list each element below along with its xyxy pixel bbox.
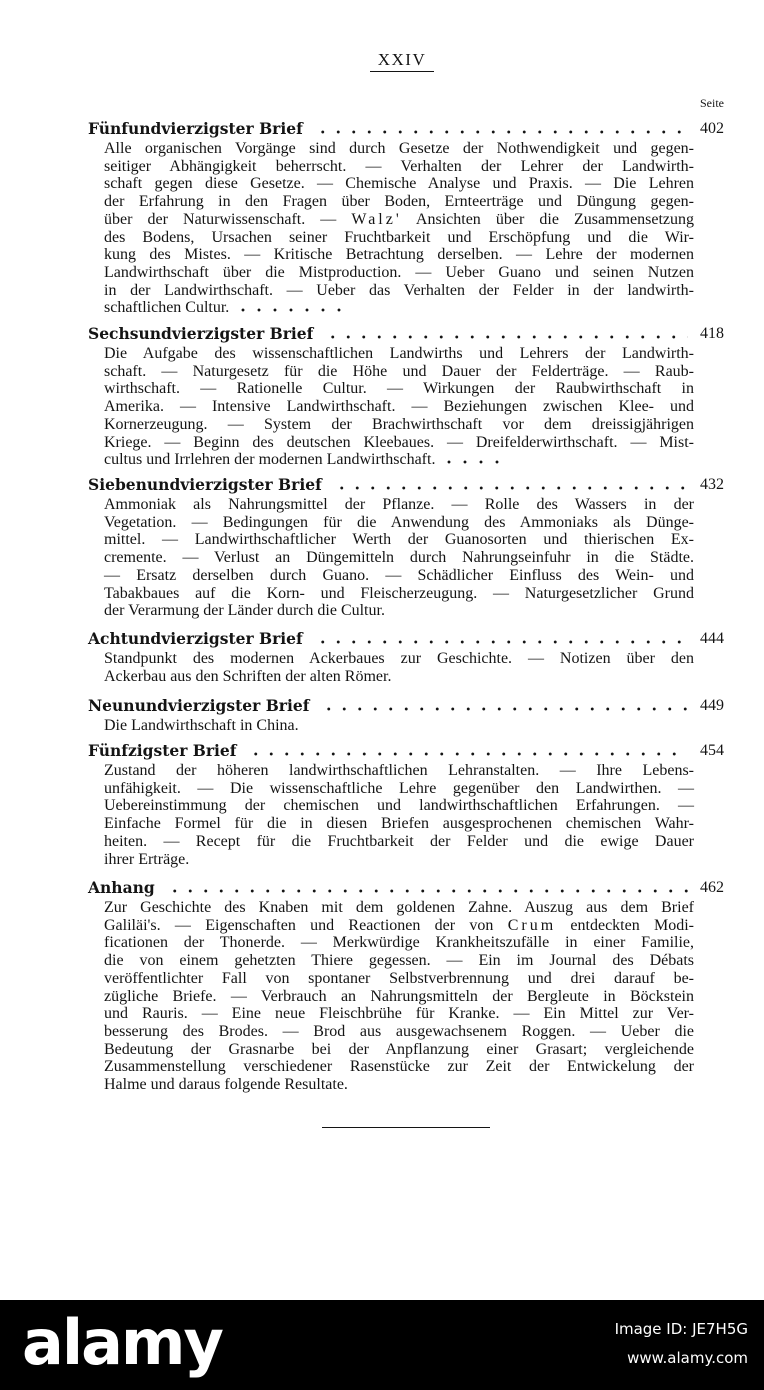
summary-line: Landwirthschaft über die Mistproduction. — Ueber Guano und seinen Nutzen: [104, 263, 694, 281]
entry-summary: [104, 345, 694, 469]
summary-line: der Verarmung der Länder durch die Cultur.: [104, 602, 385, 620]
summary-line: seitiger Abhängigkeit beherrscht. — Verhalten der Lehrer der Landwirth-: [104, 157, 694, 175]
summary-line: Standpunkt des modernen Ackerbaues zur Geschichte. — Notizen über den: [104, 650, 694, 667]
entry-heading-row: [88, 740, 724, 762]
summary-line: cremente. — Verlust an Düngemitteln durch Nahrungseinfuhr in die Städte.: [104, 549, 694, 567]
summary-line: Die Landwirthschaft in China.: [104, 717, 299, 734]
toc-entry: [88, 740, 724, 868]
toc-entry: [88, 474, 724, 620]
toc-entry: [88, 877, 724, 1094]
dot-leader: [315, 130, 688, 134]
summary-text: über der Naturwissenschaft. —: [104, 210, 352, 228]
summary-line: unfähigkeit. — Die wissenschaftliche Lehre gegenüber den Landwirthen. —: [104, 779, 694, 797]
end-rule: [322, 1127, 490, 1128]
watermark-band: [0, 1300, 764, 1390]
summary-line: ficationen der Thonerde. — Merkwürdige Krankheitszufälle in einer Familie,: [104, 934, 694, 952]
toc-entry: [88, 628, 724, 685]
summary-line: ihrer Erträge.: [104, 850, 190, 868]
summary-line: Kriege. — Beginn des deutschen Kleebaues. — Dreifelderwirthschaft. — Mist-: [104, 433, 694, 451]
entry-page-number: 462: [700, 879, 724, 896]
entry-heading-row: [88, 628, 724, 650]
summary-line: mittel. — Landwirthschaftlicher Werth der Guanosorten und thierischen Ex-: [104, 531, 694, 549]
summary-line: — Ersatz derselben durch Guano. — Schädlicher Einfluss des Wein- und: [104, 566, 694, 584]
entry-title: Fünfzigster Brief: [88, 741, 237, 760]
summary-text: Galiläi's. — Eigenschaften und Reactionen der von: [104, 916, 508, 934]
summary-line: zügliche Briefe. — Verbrauch an Nahrungsmitteln der Bergleute in Böckstein: [104, 987, 694, 1005]
summary-line: Bedeutung der Grasnarbe bei der Anpflanzung einer Grasart; vergleichende: [104, 1040, 694, 1058]
summary-text: entdeckten Modi-: [556, 916, 695, 934]
summary-line: des Bodens, Ursachen seiner Fruchtbarkeit und Erschöpfung und die Wir-: [104, 228, 694, 246]
summary-line: Zustand der höheren landwirthschaftlichen Lehranstalten. — Ihre Lebens-: [104, 762, 694, 779]
dot-leader: [248, 752, 688, 756]
entry-title: Fünfundvierzigster Brief: [88, 119, 303, 138]
summary-line: und Rauris. — Eine neue Fleischbrühe für Kranke. — Ein Mittel zur Ver-: [104, 1005, 694, 1023]
entry-heading-row: [88, 323, 724, 345]
summary-line: [104, 299, 694, 317]
spaced-author-name: Crum: [507, 916, 557, 934]
dot-leader: [167, 889, 688, 893]
entry-page-number: 444: [700, 630, 724, 647]
entry-page-number: 402: [700, 120, 724, 137]
summary-line: wirthschaft. — Rationelle Cultur. — Wirkungen der Raubwirthschaft in: [104, 380, 694, 398]
summary-line: Tabakbaues auf die Korn- und Fleischerzeugung. — Naturgesetzlicher Grund: [104, 584, 694, 602]
summary-line: [104, 211, 694, 229]
summary-line: Uebereinstimmung der chemischen und landwirthschaftlichen Erfahrungen. —: [104, 797, 694, 815]
entry-summary: [104, 899, 694, 1094]
entry-title: Anhang: [88, 878, 155, 897]
stock-logo: alamy: [22, 1306, 222, 1379]
summary-text: cultus und Irrlehren der modernen Landwirthschaft.: [104, 451, 436, 469]
image-id-label: Image ID: JE7H5G: [614, 1320, 748, 1338]
entry-summary: [104, 762, 694, 868]
entry-summary: [104, 717, 694, 735]
summary-line: schaft gegen diese Gesetze. — Chemische Analyse und Praxis. — Die Lehren: [104, 175, 694, 193]
summary-line: Alle organischen Vorgänge sind durch Gesetze der Nothwendigkeit und gegen-: [104, 140, 694, 157]
dot-leader: [235, 308, 353, 312]
summary-line: Einfache Formel für die in diesen Briefen ausgesprochenen chemischen Wahr-: [104, 815, 694, 833]
summary-line: Halme und daraus folgende Resultate.: [104, 1076, 348, 1094]
summary-line: Zusammenstellung verschiedener Rasenstücke zur Zeit der Entwickelung der: [104, 1058, 694, 1076]
summary-line: Amerika. — Intensive Landwirthschaft. — Beziehungen zwischen Klee- und: [104, 398, 694, 416]
toc-entry: [88, 695, 724, 735]
entry-heading-row: [88, 877, 724, 899]
entry-page-number: 454: [700, 742, 724, 759]
summary-line: Vegetation. — Bedingungen für die Anwendung des Ammoniaks als Dünge-: [104, 513, 694, 531]
toc-entry: [88, 323, 724, 469]
summary-line: Ackerbau aus den Schriften der alten Römer.: [104, 667, 392, 685]
summary-line: schaft. — Naturgesetz für die Höhe und Dauer der Felderträge. — Raub-: [104, 362, 694, 380]
page-column-label: Seite: [700, 96, 724, 110]
dot-leader: [315, 640, 688, 644]
summary-line: Zur Geschichte des Knaben mit dem goldenen Zahne. Auszug aus dem Brief: [104, 899, 694, 916]
summary-line: veröffentlichter Fall von spontaner Selbstverbrennung und drei darauf be-: [104, 969, 694, 987]
summary-line: der Erfahrung in den Fragen über Boden, Ernteerträge und Düngung gegen-: [104, 193, 694, 211]
summary-line: die von einem gehetzten Thiere gegessen. — Ein im Journal des Débats: [104, 952, 694, 970]
entry-heading-row: [88, 695, 724, 717]
entry-page-number: 449: [700, 697, 724, 714]
entry-heading-row: [88, 118, 724, 140]
entry-title: Achtundvierzigster Brief: [88, 629, 303, 648]
summary-line: Ammoniak als Nahrungsmittel der Pflanze. — Rolle des Wassers in der: [104, 496, 694, 513]
dot-leader: [321, 707, 688, 711]
dot-leader: [325, 335, 688, 339]
summary-line: besserung des Brodes. — Brod aus ausgewachsenem Roggen. — Ueber die: [104, 1022, 694, 1040]
dot-leader: [334, 486, 688, 490]
summary-line: heiten. — Recept für die Fruchtbarkeit der Felder und die ewige Dauer: [104, 832, 694, 850]
page-folio: XXIV: [370, 50, 434, 72]
website-label: www.alamy.com: [627, 1349, 748, 1367]
summary-line: [104, 451, 694, 469]
summary-line: kung des Mistes. — Kritische Betrachtung derselben. — Lehre der modernen: [104, 246, 694, 264]
summary-text: Ansichten über die Zusammensetzung: [401, 210, 694, 228]
summary-line: Die Aufgabe des wissenschaftlichen Landwirths und Lehrers der Landwirth-: [104, 345, 694, 362]
summary-line: Kornerzeugung. — System der Brachwirthschaft vor dem dreissigjährigen: [104, 415, 694, 433]
entry-summary: [104, 140, 694, 317]
entry-summary: [104, 650, 694, 685]
summary-text: schaftlichen Cultur.: [104, 299, 230, 317]
toc-entry: [88, 118, 724, 317]
summary-line: in der Landwirthschaft. — Ueber das Verhalten der Felder in der landwirth-: [104, 281, 694, 299]
summary-line: [104, 917, 694, 935]
entry-page-number: 432: [700, 476, 724, 493]
entry-heading-row: [88, 474, 724, 496]
dot-leader: [441, 460, 499, 464]
entry-title: Siebenundvierzigster Brief: [88, 475, 322, 494]
entry-summary: [104, 496, 694, 620]
entry-title: Neunundvierzigster Brief: [88, 696, 310, 715]
entry-page-number: 418: [700, 325, 724, 342]
spaced-author-name: Walz': [351, 210, 402, 228]
entry-title: Sechsundvierzigster Brief: [88, 324, 314, 343]
